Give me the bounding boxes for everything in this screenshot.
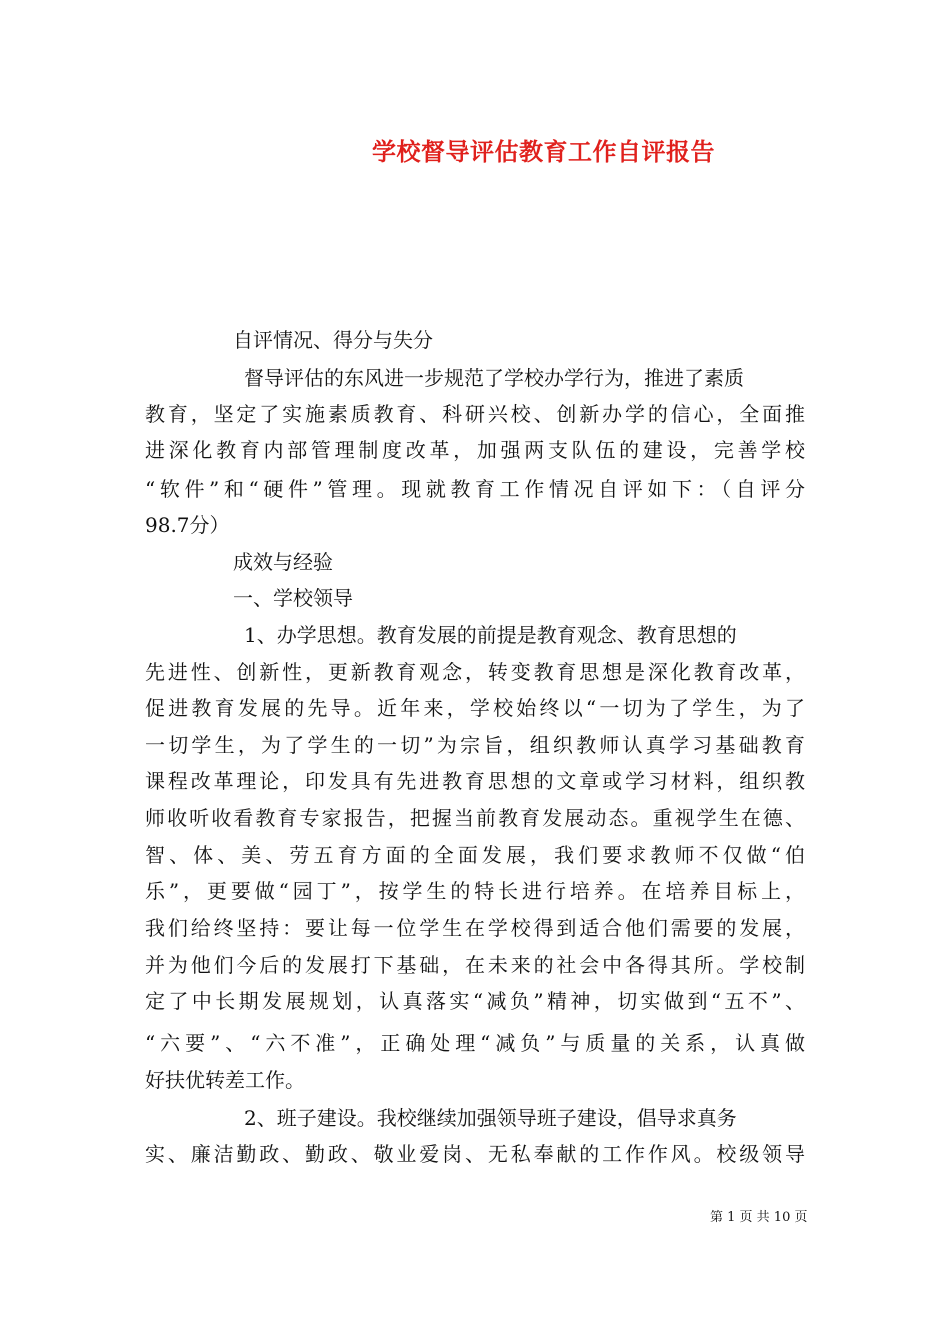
paragraph-line: “六要”、“六不准”，正确处理“减负”与质量的关系，认真做 bbox=[145, 1031, 805, 1055]
paragraph-line: 并为他们今后的发展打下基础，在未来的社会中各得其所。学校制 bbox=[145, 953, 805, 977]
paragraph-line: 进深化教育内部管理制度改革，加强两支队伍的建设，完善学校 bbox=[145, 438, 805, 462]
paragraph-line: 好扶优转差工作。 bbox=[145, 1068, 305, 1092]
section-heading: 一、学校领导 bbox=[233, 586, 353, 610]
section-heading: 自评情况、得分与失分 bbox=[233, 328, 433, 352]
paragraph-line: 乐”，更要做“园丁”，按学生的特长进行培养。在培养目标上， bbox=[145, 879, 805, 903]
paragraph-line: 98.7分） bbox=[145, 513, 230, 537]
paragraph-line: 1、办学思想。教育发展的前提是教育观念、教育思想的 bbox=[244, 623, 737, 647]
paragraph-line: 教育，坚定了实施素质教育、科研兴校、创新办学的信心，全面推 bbox=[145, 402, 805, 426]
paragraph-line: 师收听收看教育专家报告，把握当前教育发展动态。重视学生在德、 bbox=[145, 806, 805, 830]
paragraph-line: 督导评估的东风进一步规范了学校办学行为，推进了素质 bbox=[244, 366, 744, 390]
paragraph-line: 促进教育发展的先导。近年来，学校始终以“一切为了学生，为了 bbox=[145, 696, 805, 720]
paragraph-line: 定了中长期发展规划，认真落实“减负”精神，切实做到“五不”、 bbox=[145, 989, 805, 1013]
paragraph-line: 我们给终坚持：要让每一位学生在学校得到适合他们需要的发展， bbox=[145, 916, 805, 940]
paragraph-line: 2、班子建设。我校继续加强领导班子建设，倡导求真务 bbox=[244, 1106, 737, 1130]
paragraph-line: 课程改革理论，印发具有先进教育思想的文章或学习材料，组织教 bbox=[145, 769, 805, 793]
paragraph-line: 实、廉洁勤政、勤政、敬业爱岗、无私奉献的工作作风。校级领导 bbox=[145, 1142, 805, 1166]
paragraph-line: “软件”和“硬件”管理。现就教育工作情况自评如下：（自评分 bbox=[145, 477, 805, 501]
paragraph-line: 一切学生，为了学生的一切”为宗旨，组织教师认真学习基础教育 bbox=[145, 733, 805, 757]
paragraph-line: 先进性、创新性，更新教育观念，转变教育思想是深化教育改革， bbox=[145, 660, 805, 684]
page-number-footer: 第 1 页 共 10 页 bbox=[710, 1210, 808, 1225]
paragraph-line: 智、体、美、劳五育方面的全面发展，我们要求教师不仅做“伯 bbox=[145, 843, 805, 867]
document-title: 学校督导评估教育工作自评报告 bbox=[372, 137, 715, 166]
section-heading: 成效与经验 bbox=[233, 550, 333, 574]
